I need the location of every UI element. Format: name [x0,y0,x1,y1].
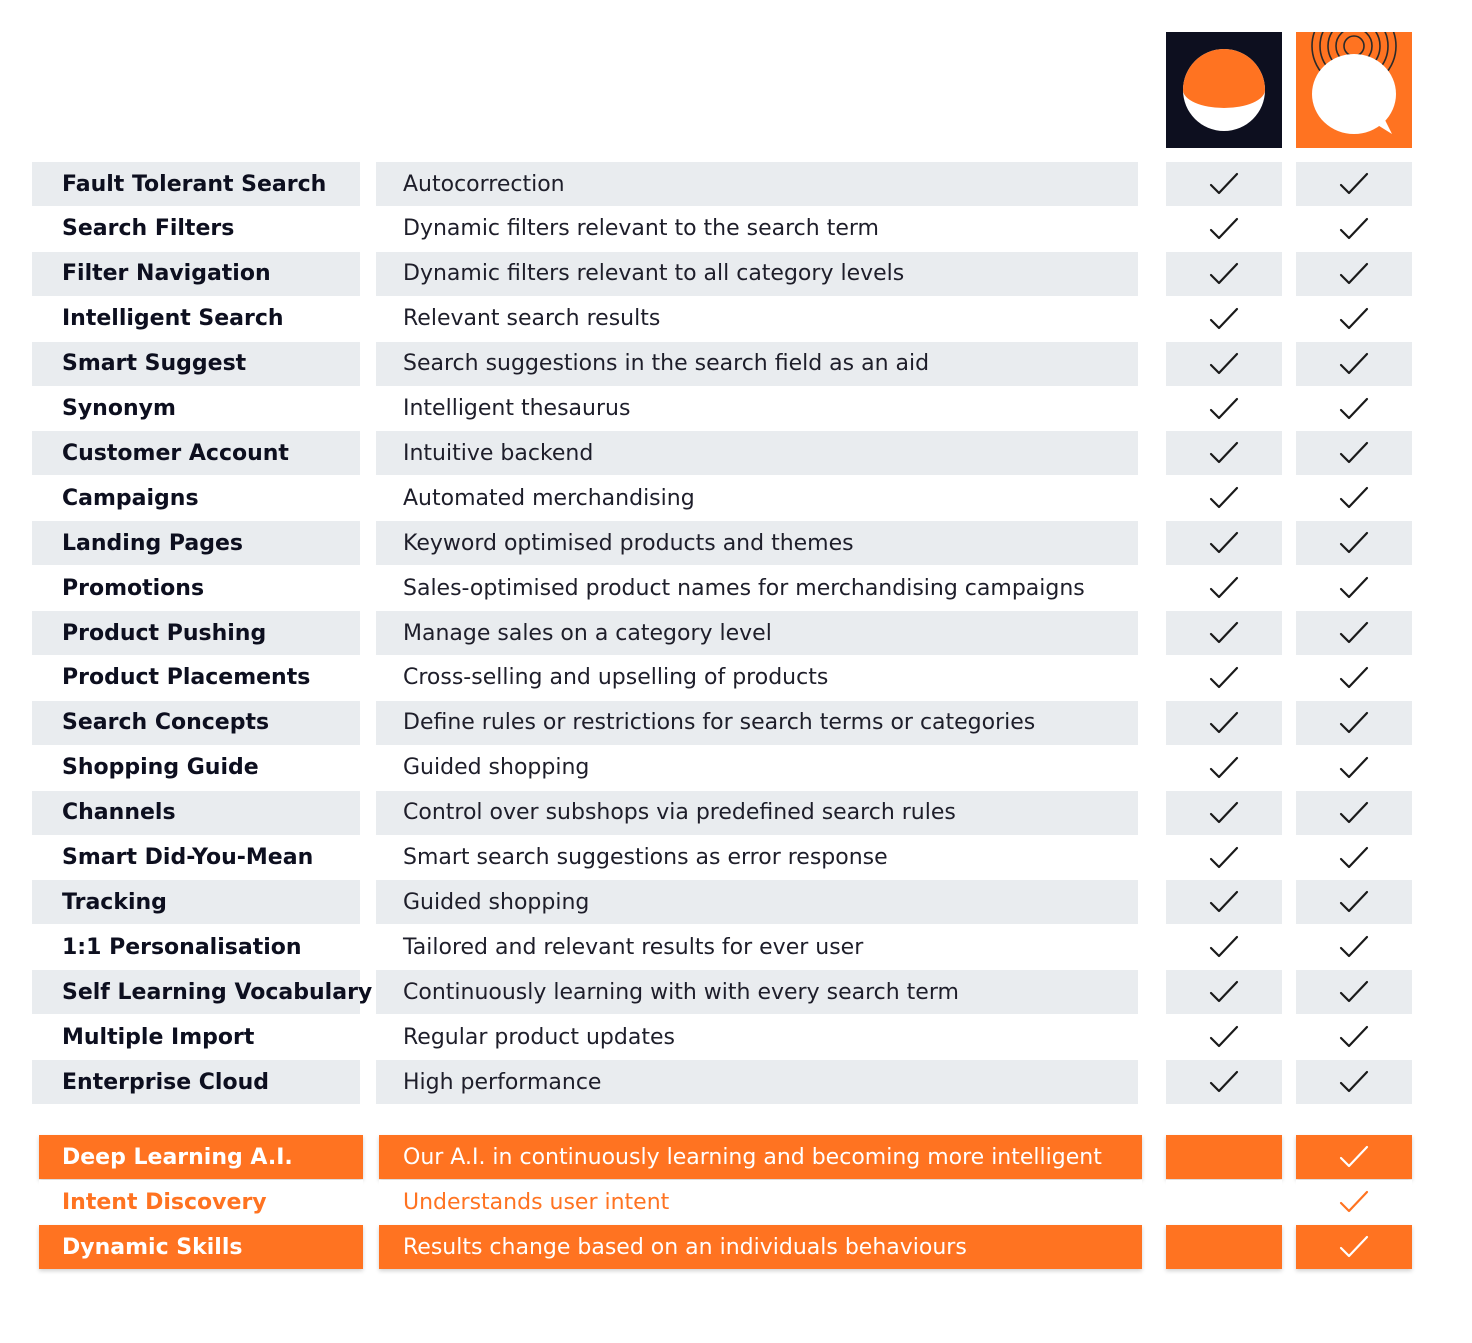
brand-check-cell [1296,387,1412,431]
feature-description: Autocorrection [376,162,1138,206]
brand-check-cell [1296,1180,1412,1224]
table-row [0,252,1472,297]
feature-name: Multiple Import [62,1024,255,1050]
table-row [0,566,1472,611]
check-icon [1339,576,1369,600]
check-icon [1209,935,1239,959]
competitor-check-cell [1166,162,1282,206]
check-icon [1209,666,1239,690]
check-icon [1209,397,1239,421]
check-icon [1339,1145,1369,1169]
feature-description: Intuitive backend [376,431,1138,475]
table-row [0,1180,1472,1225]
check-icon [1209,756,1239,780]
check-icon [1209,1070,1239,1094]
feature-description: Dynamic filters relevant to the search term [403,216,879,242]
feature-name: Enterprise Cloud [32,1060,360,1104]
table-row [0,431,1472,476]
table-row [0,162,1472,207]
competitor-check-cell [1166,1180,1282,1224]
brand-check-cell [1296,656,1412,700]
half-moon-circle-icon [1166,32,1282,148]
feature-name: Fault Tolerant Search [32,162,360,206]
check-icon [1209,531,1239,555]
table-row [0,746,1472,791]
check-icon [1339,846,1369,870]
competitor-check-cell [1166,252,1282,296]
check-icon [1209,262,1239,286]
feature-description: Intelligent thesaurus [403,396,631,421]
feature-description: Smart search suggestions as error response [403,845,888,870]
competitor-check-cell [1166,207,1282,251]
feature-description: Sales-optimised product names for merchandising campaigns [403,575,1085,601]
feature-description: Keyword optimised products and themes [376,521,1138,565]
check-icon [1339,217,1369,241]
check-icon [1339,397,1369,421]
feature-name: Landing Pages [32,521,360,565]
check-icon [1339,621,1369,645]
table-row [0,1060,1472,1105]
table-row [0,656,1472,701]
brand-check-cell [1296,252,1412,296]
feature-name: Shopping Guide [62,755,259,781]
competitor-check-cell [1166,746,1282,790]
brand-check-cell [1296,925,1412,969]
feature-name: Customer Account [32,431,360,475]
table-row [0,791,1472,836]
check-icon [1339,441,1369,465]
competitor-check-cell [1166,431,1282,475]
feature-description: Guided shopping [403,755,590,781]
check-icon [1209,172,1239,196]
feature-name: Intelligent Search [62,306,284,332]
competitor-check-cell [1166,836,1282,880]
check-icon [1339,1070,1369,1094]
brand-check-cell [1296,566,1412,610]
brand-check-cell [1296,701,1412,745]
table-row [0,970,1472,1015]
check-icon [1339,486,1369,510]
feature-description: Continuously learning with with every search term [376,970,1138,1014]
feature-name: Channels [32,791,360,835]
competitor-check-cell [1166,297,1282,341]
table-row [0,521,1472,566]
feature-description: Regular product updates [403,1024,675,1050]
table-row [0,611,1472,656]
check-icon [1339,1190,1369,1214]
competitor-logo [1166,32,1282,148]
table-row [0,476,1472,521]
feature-description: High performance [376,1060,1138,1104]
table-row [0,701,1472,746]
competitor-check-cell [1166,880,1282,924]
feature-description: Our A.I. in continuously learning and becoming more intelligent [379,1135,1142,1179]
brand-check-cell [1296,1060,1412,1104]
table-row [0,387,1472,432]
brand-check-cell [1296,1015,1412,1059]
feature-description: Cross-selling and upselling of products [403,665,829,691]
check-icon [1209,486,1239,510]
competitor-check-cell [1166,611,1282,655]
check-icon [1339,711,1369,735]
competitor-check-cell [1166,1060,1282,1104]
competitor-check-cell [1166,791,1282,835]
check-icon [1209,307,1239,331]
brand-check-cell [1296,836,1412,880]
feature-name: Campaigns [62,485,199,511]
check-icon [1339,307,1369,331]
check-icon [1339,801,1369,825]
feature-description: Relevant search results [403,306,661,332]
feature-name: Promotions [62,575,205,601]
competitor-check-cell [1166,925,1282,969]
brand-check-cell [1296,746,1412,790]
competitor-check-cell [1166,566,1282,610]
competitor-check-cell [1166,1135,1282,1179]
feature-name: Search Filters [62,216,235,242]
check-icon [1209,441,1239,465]
check-icon [1339,1025,1369,1049]
table-row [0,1015,1472,1060]
feature-name: Smart Suggest [32,342,360,386]
check-icon [1209,801,1239,825]
competitor-check-cell [1166,521,1282,565]
check-icon [1209,576,1239,600]
check-icon [1339,352,1369,376]
brand-check-cell [1296,1225,1412,1269]
brand-check-cell [1296,791,1412,835]
brand-check-cell [1296,162,1412,206]
feature-name: Product Placements [62,665,311,691]
check-icon [1209,352,1239,376]
table-row [0,297,1472,342]
competitor-check-cell [1166,1225,1282,1269]
brand-check-cell [1296,476,1412,520]
brand-logo [1296,32,1412,148]
check-icon [1339,890,1369,914]
feature-name: Self Learning Vocabulary [32,970,360,1014]
check-icon [1209,621,1239,645]
check-icon [1209,217,1239,241]
competitor-check-cell [1166,656,1282,700]
check-icon [1209,711,1239,735]
feature-description: Results change based on an individuals behaviours [379,1225,1142,1269]
feature-description: Tailored and relevant results for ever user [403,934,864,960]
brand-check-cell [1296,521,1412,565]
table-row [0,1225,1472,1270]
table-row [0,1135,1472,1180]
brand-check-cell [1296,970,1412,1014]
competitor-check-cell [1166,1015,1282,1059]
brand-check-cell [1296,431,1412,475]
check-icon [1209,1025,1239,1049]
brand-check-cell [1296,207,1412,251]
check-icon [1339,666,1369,690]
feature-name: 1:1 Personalisation [62,934,302,960]
competitor-check-cell [1166,970,1282,1014]
check-icon [1339,756,1369,780]
table-row [0,836,1472,881]
feature-description: Control over subshops via predefined search rules [376,791,1138,835]
feature-description: Manage sales on a category level [376,611,1138,655]
brand-check-cell [1296,611,1412,655]
brand-check-cell [1296,1135,1412,1179]
brand-check-cell [1296,880,1412,924]
feature-name: Intent Discovery [39,1180,363,1224]
check-icon [1209,980,1239,1004]
table-row [0,880,1472,925]
table-row [0,207,1472,252]
check-icon [1209,890,1239,914]
feature-description: Guided shopping [376,880,1138,924]
competitor-check-cell [1166,701,1282,745]
brand-check-cell [1296,342,1412,386]
feature-name: Dynamic Skills [39,1225,363,1269]
competitor-check-cell [1166,342,1282,386]
competitor-check-cell [1166,387,1282,431]
brand-check-cell [1296,297,1412,341]
feature-name: Deep Learning A.I. [39,1135,363,1179]
feature-name: Product Pushing [32,611,360,655]
check-icon [1339,262,1369,286]
check-icon [1339,1235,1369,1259]
feature-name: Tracking [32,880,360,924]
feature-description: Search suggestions in the search field as an aid [376,342,1138,386]
feature-name: Synonym [62,396,176,421]
feature-name: Smart Did-You-Mean [62,845,314,870]
feature-name: Filter Navigation [32,252,360,296]
feature-name: Search Concepts [32,701,360,745]
feature-description: Define rules or restrictions for search terms or categories [376,701,1138,745]
check-icon [1209,846,1239,870]
check-icon [1339,172,1369,196]
feature-description: Understands user intent [379,1180,1142,1224]
check-icon [1339,531,1369,555]
competitor-check-cell [1166,476,1282,520]
feature-description: Automated merchandising [403,485,695,511]
table-row [0,342,1472,387]
table-row [0,925,1472,970]
speech-bubble-radar-icon [1296,32,1412,148]
feature-description: Dynamic filters relevant to all category levels [376,252,1138,296]
check-icon [1339,935,1369,959]
check-icon [1339,980,1369,1004]
